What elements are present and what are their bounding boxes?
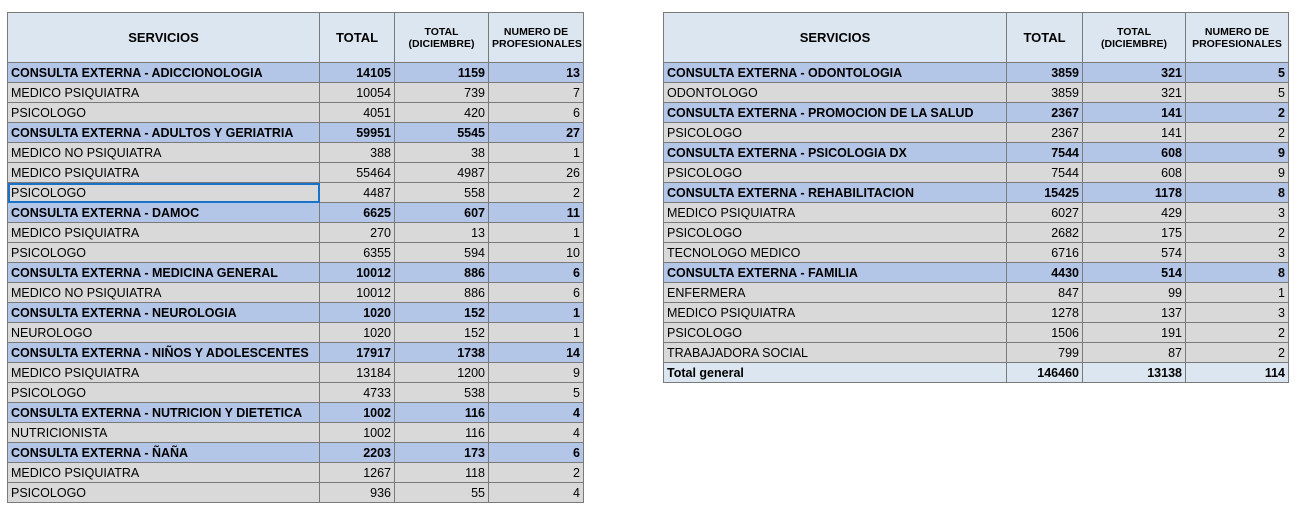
cell-servicio[interactable]: CONSULTA EXTERNA - NUTRICION Y DIETETICA <box>8 403 320 423</box>
cell-servicio[interactable]: NEUROLOGO <box>8 323 320 343</box>
cell-total[interactable]: 1267 <box>320 463 395 483</box>
cell-total[interactable]: 13184 <box>320 363 395 383</box>
cell-total-diciembre[interactable]: 13 <box>395 223 489 243</box>
cell-total[interactable]: 4430 <box>1007 263 1083 283</box>
cell-total-diciembre[interactable]: 137 <box>1083 303 1186 323</box>
cell-numero-profesionales[interactable]: 2 <box>1186 323 1289 343</box>
cell-total[interactable]: 17917 <box>320 343 395 363</box>
cell-total-diciembre[interactable]: 321 <box>1083 63 1186 83</box>
group-row <box>8 443 584 463</box>
cell-numero-profesionales[interactable]: 5 <box>489 383 584 403</box>
cell-total[interactable]: 4051 <box>320 103 395 123</box>
cell-total-diciembre[interactable]: 558 <box>395 183 489 203</box>
cell-total[interactable]: 3859 <box>1007 63 1083 83</box>
table-row <box>8 183 584 203</box>
table-row <box>8 363 584 383</box>
cell-servicio[interactable]: PSICOLOGO <box>664 223 1007 243</box>
services-table-left <box>7 12 584 503</box>
cell-total[interactable]: 59951 <box>320 123 395 143</box>
cell-total[interactable]: 7544 <box>1007 143 1083 163</box>
cell-total-diciembre[interactable]: 739 <box>395 83 489 103</box>
cell-servicio[interactable]: TRABAJADORA SOCIAL <box>664 343 1007 363</box>
cell-servicio[interactable]: PSICOLOGO <box>8 243 320 263</box>
cell-servicio[interactable]: ENFERMERA <box>664 283 1007 303</box>
cell-numero-profesionales[interactable]: 6 <box>489 103 584 123</box>
table-body-right <box>664 63 1289 383</box>
cell-servicio[interactable]: ODONTOLOGO <box>664 83 1007 103</box>
cell-numero-profesionales[interactable]: 8 <box>1186 183 1289 203</box>
cell-servicio[interactable]: CONSULTA EXTERNA - REHABILITACION <box>664 183 1007 203</box>
cell-numero-profesionales[interactable]: 1 <box>489 143 584 163</box>
table-row <box>664 123 1289 143</box>
cell-total[interactable]: 10012 <box>320 263 395 283</box>
table-row <box>664 283 1289 303</box>
cell-servicio[interactable]: PSICOLOGO <box>664 123 1007 143</box>
cell-servicio[interactable]: CONSULTA EXTERNA - ÑAÑA <box>8 443 320 463</box>
cell-numero-profesionales[interactable]: 1 <box>489 303 584 323</box>
cell-servicio[interactable]: CONSULTA EXTERNA - ADICCIONOLOGIA <box>8 63 320 83</box>
cell-total-diciembre[interactable]: 173 <box>395 443 489 463</box>
cell-numero-profesionales[interactable]: 5 <box>1186 63 1289 83</box>
cell-total-diciembre[interactable]: 191 <box>1083 323 1186 343</box>
cell-total-diciembre[interactable]: 574 <box>1083 243 1186 263</box>
cell-total[interactable]: 10054 <box>320 83 395 103</box>
cell-numero-profesionales[interactable]: 2 <box>1186 223 1289 243</box>
cell-total[interactable]: 270 <box>320 223 395 243</box>
cell-total[interactable]: 2682 <box>1007 223 1083 243</box>
cell-total[interactable]: 14105 <box>320 63 395 83</box>
cell-total[interactable]: 1020 <box>320 303 395 323</box>
table-row <box>8 483 584 503</box>
cell-servicio[interactable]: CONSULTA EXTERNA - FAMILIA <box>664 263 1007 283</box>
group-row <box>8 203 584 223</box>
cell-total-diciembre[interactable]: 55 <box>395 483 489 503</box>
cell-total-diciembre[interactable]: 1200 <box>395 363 489 383</box>
header-row <box>664 13 1289 63</box>
cell-total[interactable]: 936 <box>320 483 395 503</box>
cell-total[interactable]: 2367 <box>1007 103 1083 123</box>
cell-total[interactable]: 55464 <box>320 163 395 183</box>
cell-total[interactable]: 6027 <box>1007 203 1083 223</box>
cell-numero-profesionales[interactable]: 10 <box>489 243 584 263</box>
cell-servicio[interactable]: MEDICO PSIQUIATRA <box>664 203 1007 223</box>
cell-servicio[interactable]: NUTRICIONISTA <box>8 423 320 443</box>
table-row <box>664 303 1289 323</box>
cell-servicio[interactable]: PSICOLOGO <box>8 483 320 503</box>
cell-numero-profesionales[interactable]: 2 <box>489 463 584 483</box>
cell-servicio[interactable]: CONSULTA EXTERNA - NIÑOS Y ADOLESCENTES <box>8 343 320 363</box>
cell-total[interactable]: 15425 <box>1007 183 1083 203</box>
cell-numero-profesionales[interactable]: 4 <box>489 423 584 443</box>
cell-total[interactable]: 146460 <box>1007 363 1083 383</box>
cell-total-diciembre[interactable]: 118 <box>395 463 489 483</box>
table-row <box>664 163 1289 183</box>
cell-servicio[interactable]: MEDICO PSIQUIATRA <box>664 303 1007 323</box>
cell-total[interactable]: 7544 <box>1007 163 1083 183</box>
cell-numero-profesionales[interactable]: 114 <box>1186 363 1289 383</box>
cell-numero-profesionales[interactable]: 2 <box>1186 103 1289 123</box>
table-row <box>8 283 584 303</box>
table-row <box>8 83 584 103</box>
cell-total-diciembre[interactable]: 5545 <box>395 123 489 143</box>
table-row <box>664 343 1289 363</box>
cell-numero-profesionales[interactable]: 2 <box>489 183 584 203</box>
table-row <box>664 323 1289 343</box>
table-row <box>8 223 584 243</box>
cell-total-diciembre[interactable]: 420 <box>395 103 489 123</box>
cell-servicio[interactable]: PSICOLOGO <box>8 183 320 203</box>
cell-numero-profesionales[interactable]: 26 <box>489 163 584 183</box>
cell-total-diciembre[interactable]: 1738 <box>395 343 489 363</box>
group-row <box>8 63 584 83</box>
cell-servicio[interactable]: PSICOLOGO <box>664 323 1007 343</box>
header-numero-profesionales[interactable]: NUMERO DE PROFESIONALES <box>1186 13 1289 63</box>
cell-total-diciembre[interactable]: 514 <box>1083 263 1186 283</box>
group-row <box>8 123 584 143</box>
table-row <box>8 323 584 343</box>
cell-servicio[interactable]: CONSULTA EXTERNA - PSICOLOGIA DX <box>664 143 1007 163</box>
cell-numero-profesionales[interactable]: 3 <box>1186 243 1289 263</box>
cell-numero-profesionales[interactable]: 7 <box>489 83 584 103</box>
cell-servicio[interactable]: CONSULTA EXTERNA - ODONTOLOGIA <box>664 63 1007 83</box>
group-row <box>8 403 584 423</box>
group-row <box>8 343 584 363</box>
cell-total-diciembre[interactable]: 141 <box>1083 123 1186 143</box>
cell-numero-profesionales[interactable]: 14 <box>489 343 584 363</box>
cell-total-diciembre[interactable]: 38 <box>395 143 489 163</box>
cell-servicio[interactable]: MEDICO NO PSIQUIATRA <box>8 283 320 303</box>
header-total[interactable]: TOTAL <box>1007 13 1083 63</box>
group-row <box>664 63 1289 83</box>
cell-total[interactable]: 1506 <box>1007 323 1083 343</box>
cell-numero-profesionales[interactable]: 6 <box>489 443 584 463</box>
cell-total[interactable]: 2367 <box>1007 123 1083 143</box>
cell-servicio[interactable]: MEDICO NO PSIQUIATRA <box>8 143 320 163</box>
cell-total-diciembre[interactable]: 116 <box>395 403 489 423</box>
table-row <box>8 463 584 483</box>
cell-total[interactable]: 847 <box>1007 283 1083 303</box>
cell-servicio[interactable]: CONSULTA EXTERNA - DAMOC <box>8 203 320 223</box>
cell-numero-profesionales[interactable]: 2 <box>1186 343 1289 363</box>
cell-servicio[interactable]: MEDICO PSIQUIATRA <box>8 363 320 383</box>
cell-total[interactable]: 6625 <box>320 203 395 223</box>
cell-numero-profesionales[interactable]: 5 <box>1186 83 1289 103</box>
services-table-right <box>663 12 1289 383</box>
cell-total[interactable]: 799 <box>1007 343 1083 363</box>
cell-total-diciembre[interactable]: 99 <box>1083 283 1186 303</box>
cell-total-diciembre[interactable]: 4987 <box>395 163 489 183</box>
cell-total-diciembre[interactable]: 87 <box>1083 343 1186 363</box>
cell-numero-profesionales[interactable]: 13 <box>489 63 584 83</box>
cell-servicio[interactable]: PSICOLOGO <box>8 383 320 403</box>
table-row <box>664 243 1289 263</box>
cell-total[interactable]: 6716 <box>1007 243 1083 263</box>
group-row <box>664 103 1289 123</box>
cell-servicio[interactable]: MEDICO PSIQUIATRA <box>8 223 320 243</box>
cell-numero-profesionales[interactable]: 1 <box>1186 283 1289 303</box>
table-row <box>664 223 1289 243</box>
cell-total-diciembre[interactable]: 1159 <box>395 63 489 83</box>
cell-numero-profesionales[interactable]: 9 <box>1186 163 1289 183</box>
cell-servicio[interactable]: TECNOLOGO MEDICO <box>664 243 1007 263</box>
cell-numero-profesionales[interactable]: 6 <box>489 263 584 283</box>
cell-total[interactable]: 1002 <box>320 423 395 443</box>
total-row <box>664 363 1289 383</box>
group-row <box>664 183 1289 203</box>
header-row <box>8 13 584 63</box>
cell-total[interactable]: 1020 <box>320 323 395 343</box>
group-row <box>8 263 584 283</box>
cell-total-diciembre[interactable]: 429 <box>1083 203 1186 223</box>
cell-numero-profesionales[interactable]: 27 <box>489 123 584 143</box>
cell-numero-profesionales[interactable]: 1 <box>489 323 584 343</box>
table-row <box>664 83 1289 103</box>
cell-numero-profesionales[interactable]: 6 <box>489 283 584 303</box>
header-total[interactable]: TOTAL <box>320 13 395 63</box>
cell-total-diciembre[interactable]: 886 <box>395 283 489 303</box>
cell-total[interactable]: 388 <box>320 143 395 163</box>
cell-total[interactable]: 2203 <box>320 443 395 463</box>
cell-servicio[interactable]: PSICOLOGO <box>8 103 320 123</box>
cell-numero-profesionales[interactable]: 4 <box>489 483 584 503</box>
cell-total-diciembre[interactable]: 608 <box>1083 163 1186 183</box>
header-total-diciembre[interactable]: TOTAL (DICIEMBRE) <box>1083 13 1186 63</box>
cell-servicio[interactable]: MEDICO PSIQUIATRA <box>8 463 320 483</box>
cell-numero-profesionales[interactable]: 11 <box>489 203 584 223</box>
cell-total-diciembre[interactable]: 886 <box>395 263 489 283</box>
cell-total-diciembre[interactable]: 141 <box>1083 103 1186 123</box>
cell-numero-profesionales[interactable]: 8 <box>1186 263 1289 283</box>
cell-total[interactable]: 1278 <box>1007 303 1083 323</box>
cell-total[interactable]: 4733 <box>320 383 395 403</box>
header-numero-profesionales[interactable]: NUMERO DE PROFESIONALES <box>489 13 584 63</box>
cell-total-diciembre[interactable]: 538 <box>395 383 489 403</box>
cell-total-diciembre[interactable]: 152 <box>395 303 489 323</box>
cell-total-diciembre[interactable]: 1178 <box>1083 183 1186 203</box>
cell-servicio[interactable]: MEDICO PSIQUIATRA <box>8 163 320 183</box>
table-row <box>8 163 584 183</box>
cell-total[interactable]: 4487 <box>320 183 395 203</box>
table-row <box>8 243 584 263</box>
cell-servicio[interactable]: CONSULTA EXTERNA - NEUROLOGIA <box>8 303 320 323</box>
cell-numero-profesionales[interactable]: 9 <box>489 363 584 383</box>
cell-servicio[interactable]: PSICOLOGO <box>664 163 1007 183</box>
cell-total[interactable]: 6355 <box>320 243 395 263</box>
cell-total-diciembre[interactable]: 175 <box>1083 223 1186 243</box>
cell-total-diciembre[interactable]: 116 <box>395 423 489 443</box>
cell-total-diciembre[interactable]: 13138 <box>1083 363 1186 383</box>
cell-servicio[interactable]: CONSULTA EXTERNA - MEDICINA GENERAL <box>8 263 320 283</box>
cell-numero-profesionales[interactable]: 9 <box>1186 143 1289 163</box>
cell-numero-profesionales[interactable]: 1 <box>489 223 584 243</box>
table-row <box>8 143 584 163</box>
cell-servicio[interactable]: MEDICO PSIQUIATRA <box>8 83 320 103</box>
table-row <box>664 203 1289 223</box>
cell-servicio[interactable]: Total general <box>664 363 1007 383</box>
table-body-left <box>8 63 584 503</box>
header-total-diciembre[interactable]: TOTAL (DICIEMBRE) <box>395 13 489 63</box>
header-servicios[interactable]: SERVICIOS <box>8 13 320 63</box>
cell-total[interactable]: 1002 <box>320 403 395 423</box>
header-servicios[interactable]: SERVICIOS <box>664 13 1007 63</box>
cell-total-diciembre[interactable]: 152 <box>395 323 489 343</box>
cell-total-diciembre[interactable]: 607 <box>395 203 489 223</box>
cell-numero-profesionales[interactable]: 4 <box>489 403 584 423</box>
cell-total-diciembre[interactable]: 594 <box>395 243 489 263</box>
cell-total[interactable]: 3859 <box>1007 83 1083 103</box>
cell-total[interactable]: 10012 <box>320 283 395 303</box>
table-row <box>8 103 584 123</box>
group-row <box>8 303 584 323</box>
cell-numero-profesionales[interactable]: 3 <box>1186 203 1289 223</box>
group-row <box>664 263 1289 283</box>
table-row <box>8 423 584 443</box>
cell-servicio[interactable]: CONSULTA EXTERNA - ADULTOS Y GERIATRIA <box>8 123 320 143</box>
group-row <box>664 143 1289 163</box>
cell-servicio[interactable]: CONSULTA EXTERNA - PROMOCION DE LA SALUD <box>664 103 1007 123</box>
cell-numero-profesionales[interactable]: 2 <box>1186 123 1289 143</box>
cell-total-diciembre[interactable]: 608 <box>1083 143 1186 163</box>
cell-numero-profesionales[interactable]: 3 <box>1186 303 1289 323</box>
cell-total-diciembre[interactable]: 321 <box>1083 83 1186 103</box>
table-row <box>8 383 584 403</box>
